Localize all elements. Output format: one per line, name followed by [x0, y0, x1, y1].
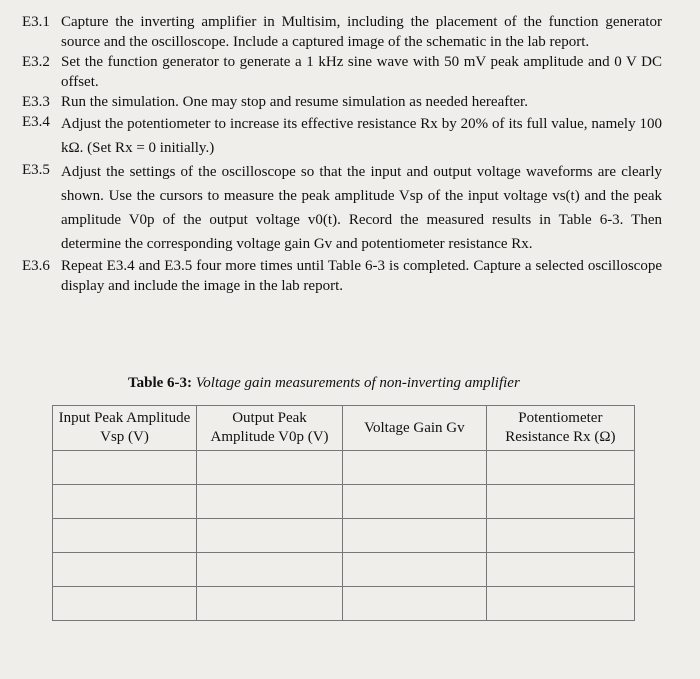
step-number: E3.4 — [22, 114, 50, 130]
step-number: E3.2 — [22, 54, 50, 70]
table-cell[interactable] — [486, 451, 634, 485]
table-row — [53, 587, 635, 621]
table-cell[interactable] — [197, 451, 343, 485]
header-output-peak: Output Peak Amplitude V0p (V) — [197, 406, 343, 451]
step-e3-1 — [22, 12, 662, 52]
step-text: Adjust the settings of the oscilloscope so that the input and output voltage waveforms are clearly shown. Use the cursors to measure the peak amplitude Vsp of the input voltage vs(t) and the peak amplitude V0p of the output voltage v0(t). Record the measured results in Table 6-3. Then determine the corresponding voltage gain Gv and potentiometer resistance Rx. — [61, 164, 662, 252]
caption-label: Table 6-3: — [128, 375, 193, 391]
step-text: Adjust the potentiometer to increase its effective resistance Rx by 20% of its full value, namely 100 kΩ. (Set Rx = 0 initially.) — [61, 116, 662, 156]
caption-title: Voltage gain measurements of non-inverting amplifier — [195, 375, 520, 391]
table-cell[interactable] — [197, 587, 343, 621]
table-cell[interactable] — [53, 451, 197, 485]
table-cell[interactable] — [343, 519, 487, 553]
measurements-table — [52, 405, 635, 621]
table-cell[interactable] — [197, 485, 343, 519]
table-cell[interactable] — [53, 519, 197, 553]
step-text: Run the simulation. One may stop and resume simulation as needed hereafter. — [61, 94, 528, 110]
table-cell[interactable] — [486, 485, 634, 519]
step-text: Repeat E3.4 and E3.5 four more times until Table 6-3 is completed. Capture a selected oscilloscope display and include the image in the lab report. — [61, 258, 662, 294]
table-cell[interactable] — [53, 485, 197, 519]
table-cell[interactable] — [343, 553, 487, 587]
table-cell[interactable] — [53, 587, 197, 621]
table-cell[interactable] — [197, 519, 343, 553]
table-header-row — [53, 406, 635, 451]
header-potentiometer: Potentiometer Resistance Rx (Ω) — [486, 406, 634, 451]
step-number: E3.6 — [22, 258, 50, 274]
table-row — [53, 553, 635, 587]
step-e3-6 — [22, 256, 662, 296]
table-cell[interactable] — [343, 451, 487, 485]
step-e3-3 — [22, 92, 662, 112]
step-e3-5 — [22, 160, 662, 256]
table-row — [53, 451, 635, 485]
steps-list — [22, 12, 662, 296]
header-input-peak: Input Peak Amplitude Vsp (V) — [53, 406, 197, 451]
table-cell[interactable] — [53, 553, 197, 587]
header-voltage-gain: Voltage Gain Gv — [343, 406, 487, 451]
table-row — [53, 485, 635, 519]
step-number: E3.1 — [22, 14, 50, 30]
step-e3-4 — [22, 112, 662, 160]
table-cell[interactable] — [197, 553, 343, 587]
step-e3-2 — [22, 52, 662, 92]
table-cell[interactable] — [486, 553, 634, 587]
step-text: Capture the inverting amplifier in Multisim, including the placement of the function generator source and the oscilloscope. Include a captured image of the schematic in the lab report. — [61, 14, 662, 50]
step-number: E3.5 — [22, 162, 50, 178]
table-caption — [128, 375, 520, 392]
table-cell[interactable] — [486, 587, 634, 621]
table-row — [53, 519, 635, 553]
table-cell[interactable] — [343, 485, 487, 519]
step-text: Set the function generator to generate a 1 kHz sine wave with 50 mV peak amplitude and 0 V DC offset. — [61, 54, 662, 90]
step-number: E3.3 — [22, 94, 50, 110]
table-cell[interactable] — [343, 587, 487, 621]
table-cell[interactable] — [486, 519, 634, 553]
